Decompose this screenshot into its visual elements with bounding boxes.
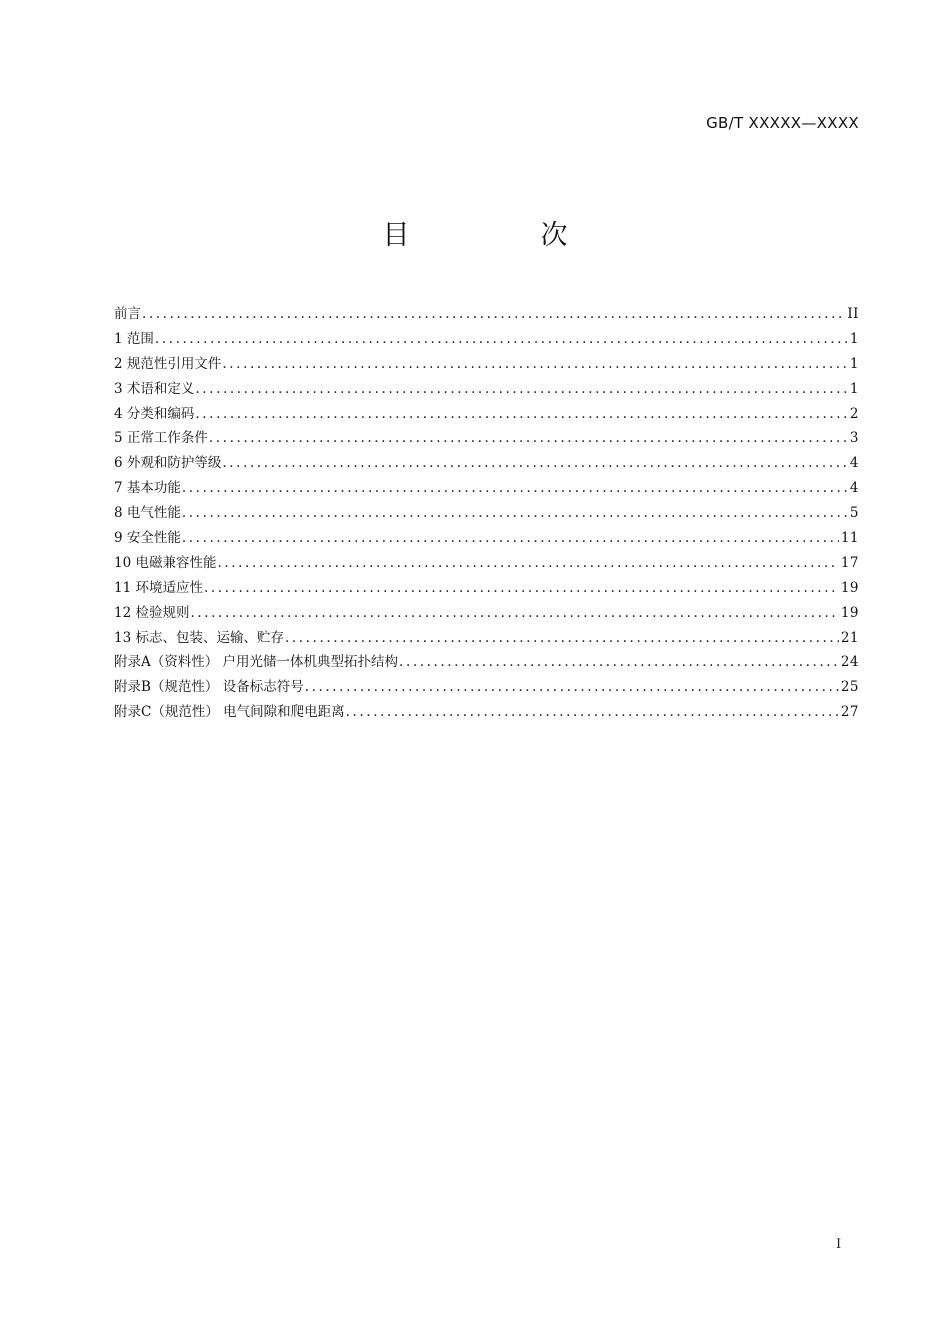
toc-entry-page: 27 (840, 704, 859, 721)
toc-dot-leader (209, 426, 848, 451)
toc-dot-leader (222, 451, 848, 476)
toc-entry-label: 9 安全性能 (114, 530, 181, 547)
toc-entry-label: 6 外观和防护等级 (114, 455, 222, 472)
toc-entry-label: 2 规范性引用文件 (114, 355, 222, 372)
toc-entry-8[interactable] (114, 501, 859, 526)
toc-entry-appendix-b[interactable] (114, 675, 859, 700)
toc-dot-leader (399, 650, 839, 675)
toc-entry-page: 5 (849, 505, 859, 522)
toc-dot-leader (142, 302, 845, 327)
toc-entry-page: 1 (849, 380, 859, 397)
toc-entry-label: 3 术语和定义 (114, 380, 195, 397)
toc-entry-appendix-a[interactable] (114, 650, 859, 675)
toc-entry-5[interactable] (114, 426, 859, 451)
toc-entry-page: 11 (840, 530, 859, 547)
toc-dot-leader (155, 327, 848, 352)
toc-entry-page: 4 (849, 480, 859, 497)
toc-entry-label: 附录B（规范性） 设备标志符号 (114, 679, 304, 696)
toc-entry-page: 2 (849, 405, 859, 422)
toc-dot-leader (217, 551, 838, 576)
toc-entry-label: 11 环境适应性 (114, 579, 203, 596)
toc-title: 目 次 (382, 220, 620, 251)
toc-entry-page: II (847, 306, 859, 322)
toc-entry-page: 19 (840, 604, 859, 621)
toc-entry-11[interactable] (114, 576, 859, 601)
toc-dot-leader (182, 526, 839, 551)
toc-entry-page: 1 (849, 330, 859, 347)
toc-entry-label: 10 电磁兼容性能 (114, 554, 217, 571)
page-number: I (836, 1237, 842, 1252)
toc-dot-leader (346, 700, 839, 725)
toc-entry-label: 附录C（规范性） 电气间隙和爬电距离 (114, 704, 345, 721)
toc-entry-6[interactable] (114, 451, 859, 476)
toc-entry-9[interactable] (114, 526, 859, 551)
toc-entry-3[interactable] (114, 377, 859, 402)
toc-entry-1[interactable] (114, 327, 859, 352)
toc-entry-label: 附录A（资料性） 户用光储一体机典型拓扑结构 (114, 654, 399, 671)
toc-entry-label: 前言 (114, 306, 141, 322)
toc-entry-7[interactable] (114, 476, 859, 501)
toc-entry-foreword[interactable] (114, 302, 859, 327)
toc-entry-10[interactable] (114, 551, 859, 576)
document-code: GB/T XXXXX—XXXX (706, 114, 859, 132)
toc-dot-leader (222, 352, 848, 377)
toc-entry-2[interactable] (114, 352, 859, 377)
toc-entry-12[interactable] (114, 601, 859, 626)
toc-entry-page: 25 (840, 679, 859, 696)
toc-dot-leader (182, 476, 848, 501)
toc-dot-leader (195, 402, 848, 427)
toc-dot-leader (195, 377, 848, 402)
toc-entry-label: 12 检验规则 (114, 604, 190, 621)
toc-entry-page: 24 (840, 654, 859, 671)
toc-entry-label: 7 基本功能 (114, 480, 181, 497)
toc-dot-leader (182, 501, 848, 526)
toc-entry-page: 17 (840, 554, 859, 571)
toc-entry-page: 1 (849, 355, 859, 372)
toc-entry-13[interactable] (114, 626, 859, 651)
toc-entry-appendix-c[interactable] (114, 700, 859, 725)
toc-dot-leader (204, 576, 839, 601)
toc-entry-label: 1 范围 (114, 330, 154, 347)
toc-entry-label: 8 电气性能 (114, 505, 181, 522)
toc-entry-page: 4 (849, 455, 859, 472)
toc-dot-leader (190, 601, 838, 626)
toc-dot-leader (305, 675, 839, 700)
toc-dot-leader (285, 626, 839, 651)
toc-entry-label: 4 分类和编码 (114, 405, 195, 422)
toc-entry-page: 21 (840, 629, 859, 646)
toc-entry-page: 3 (849, 430, 859, 447)
table-of-contents (114, 302, 859, 725)
toc-entry-label: 13 标志、包装、运输、贮存 (114, 629, 284, 646)
toc-entry-page: 19 (840, 579, 859, 596)
toc-entry-4[interactable] (114, 402, 859, 427)
toc-entry-label: 5 正常工作条件 (114, 430, 208, 447)
